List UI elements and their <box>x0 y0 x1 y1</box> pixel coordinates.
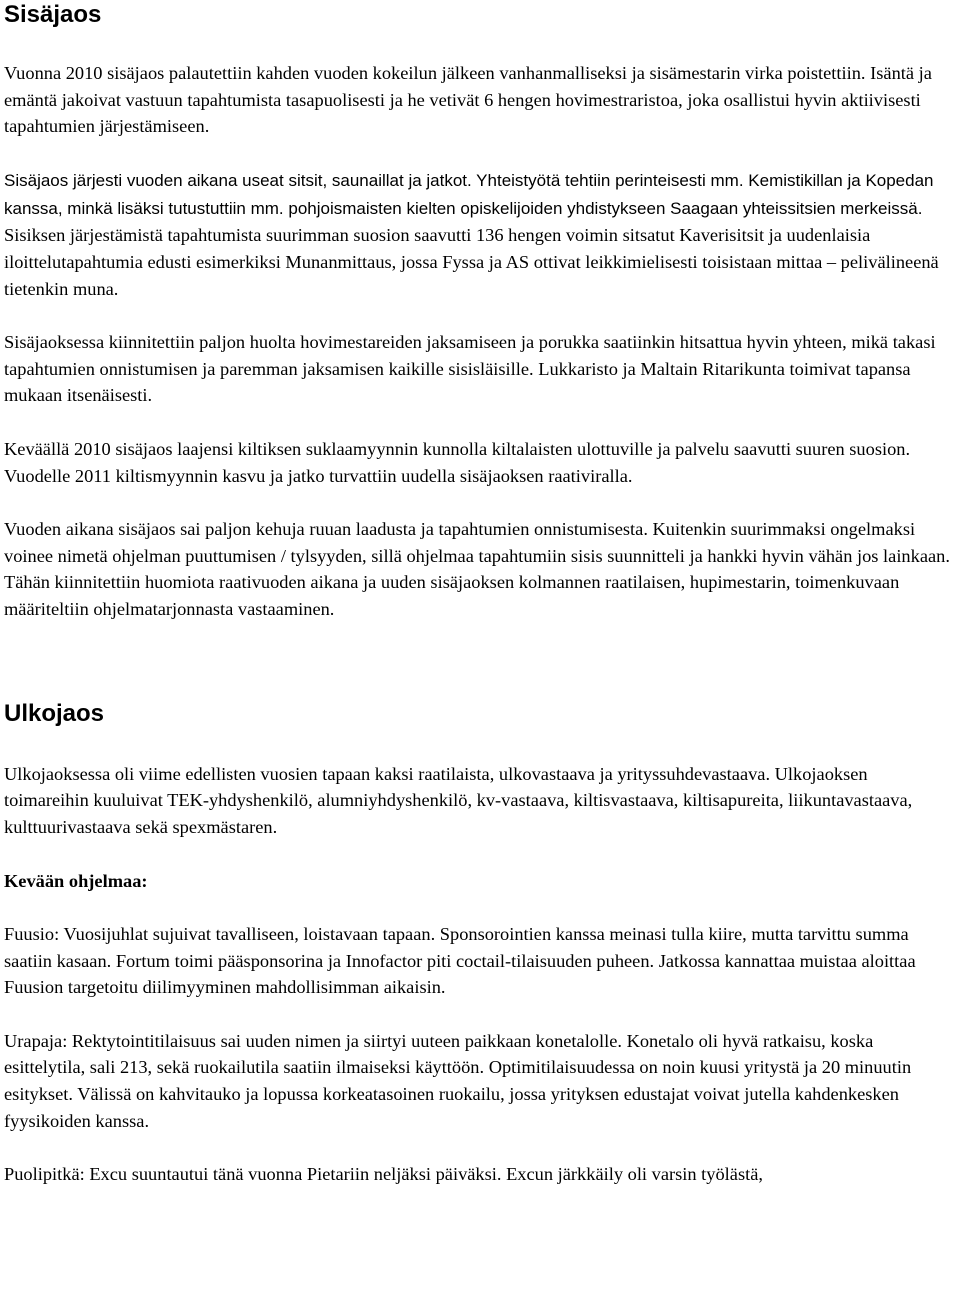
fuusio-paragraph: Fuusio: Vuosijuhlat sujuivat tavalliseen, loistavaan tapaan. Sponsorointien kanssa meinasi tulla kiire, mutta tarvittu summa saatiin kasaan. Fortum toimi pääsponsorina ja Innofactor piti coctail-tilaisuuden puheen. Jatkossa kannattaa muistaa aloittaa Fuusion targetoitu diilimyyminen mahdollisimman aikaisin. <box>4 923 916 998</box>
ulkojaos-paragraph-1: Ulkojaoksessa oli viime edellisten vuosien tapaan kaksi raatilaista, ulkovastaava ja yrityssuhdevastaava. Ulkojaoksen toimareihin kuuluivat TEK-yhdyshenkilö, alumniyhdyshenkilö, kv-vastaava, kiltisvastaava, kiltisapureita, liikuntavastaava, kulttuurivastaava sekä spexmästaren. <box>4 763 913 838</box>
puolipitka-paragraph: Puolipitkä: Excu suuntautui tänä vuonna Pietariin neljäksi päiväksi. Excun järkkäily oli varsin työlästä, <box>4 1164 763 1185</box>
sisajaos-paragraph-2-intro: Sisäjaos järjesti vuoden aikana useat sitsit, saunaillat ja jatkot. Yhteistyötä tehtiin perinteisesti mm. Kemistikillan ja Kopedan kanssa, minkä lisäksi tutustuttiin mm. pohjoismaisten kielten opiskelijoiden yhdistykseen Saagaan yhteissitsien merkeissä. <box>4 170 934 218</box>
sisajaos-paragraph-1: Vuonna 2010 sisäjaos palautettiin kahden vuoden kokeilun jälkeen vanhanmalliseksi ja sisämestarin virka poistettiin. Isäntä ja emäntä jakoivat vastuun tapahtumista tasapuolisesti ja he vetivät 6 hengen hovimestraristoa, joka osallistui hyvin aktiivisesti tapahtumien järjestämiseen. <box>4 63 932 137</box>
section-heading-sisajaos: Sisäjaos <box>4 1 102 28</box>
sisajaos-paragraph-3: Sisäjaoksessa kiinnitettiin paljon huolta hovimestareiden jaksamiseen ja porukka saatiinkin hitsattua hyvin yhteen, mikä takasi tapahtumien onnistumisen ja paremman jaksamisen kaikille sisisläisille. Lukkaristo ja Maltain Ritarikunta toimivat tapansa mukaan itsenäisesti. <box>4 332 936 406</box>
sisajaos-paragraph-5: Vuoden aikana sisäjaos sai paljon kehuja ruuan laadusta ja tapahtumien onnistumisesta. Kuitenkin suurimmaksi ongelmaksi voinee nimetä ohjelman puuttumisen / tylsyyden, sillä ohjelmaa tapahtumiin sisis suunnitteli ja hankki hyvin vähän jos lainkaan. Tähän kiinnitettiin huomiota raativuoden aikana ja uuden sisäjaoksen kolmannen raatilaisen, hupimestarin, toimenkuvaan määriteltiin ohjelmatarjonnasta vastaaminen. <box>4 518 950 619</box>
section-heading-ulkojaos: Ulkojaos <box>4 699 105 727</box>
urapaja-paragraph: Urapaja: Rektytointitilaisuus sai uuden nimen ja siirtyi uuteen paikkaan konetalolle. Konetalo oli hyvä ratkaisu, koska esittelytila, sali 213, sekä ruokailutila saatiin ilmaiseksi käyttöön. Optimitilaisuudessa on noin kuusi yritystä ja 20 minuutin esitykset. Välissä on kahvitauko ja lopussa korkeatasoinen ruokailu, jossa yrityksen edustajat voivat jutella kahdenkesken fyysikoiden kanssa. <box>4 1030 912 1131</box>
spring-program-heading: Kevään ohjelmaa: <box>4 870 148 891</box>
sisajaos-paragraph-2-rest: Sisiksen järjestämistä tapahtumista suurimman suosion saavutti 136 hengen voimin sitsatut Kaverisitsit ja uudenlaisia iloittelutapahtumia edusti esimerkiksi Munanmittaus, jossa Fyssa ja AS ottivat leikkimielisesti toisistaan mittaa – pelivälineenä tietenkin muna. <box>4 225 939 299</box>
sisajaos-paragraph-2 <box>4 167 956 303</box>
document-page <box>4 0 956 1188</box>
sisajaos-paragraph-4: Keväällä 2010 sisäjaos laajensi kiltiksen suklaamyynnin kunnolla kiltalaisten ulottuville ja palvelu saavutti suuren suosion. Vuodelle 2011 kiltismyynnin kasvu ja jatko turvattiin uudella sisäjaoksen raativiralla. <box>4 438 911 486</box>
